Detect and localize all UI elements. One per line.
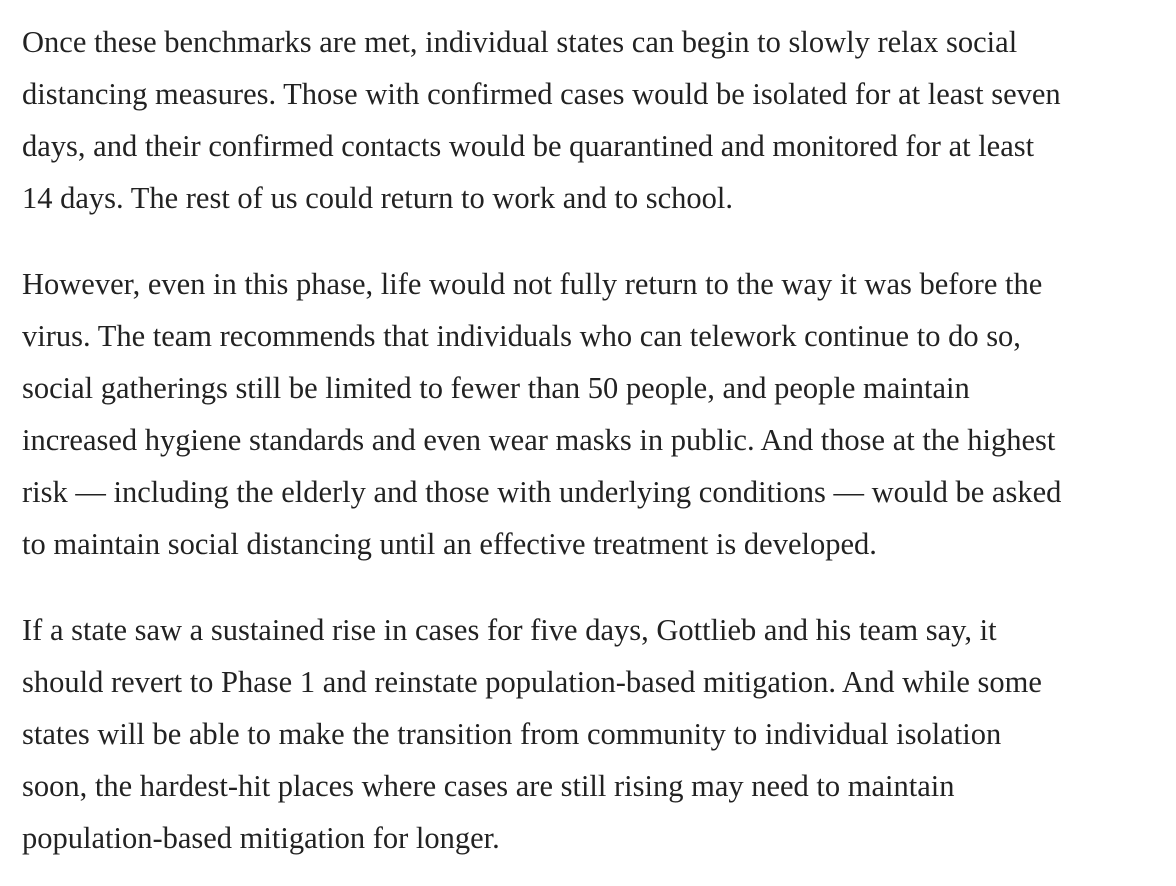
paragraph-line: virus. The team recommends that individuals who can telework continue to do so, bbox=[22, 319, 1021, 353]
paragraph-line: distancing measures. Those with confirmed cases would be isolated for at least seven bbox=[22, 77, 1061, 111]
paragraph-line: 14 days. The rest of us could return to work and to school. bbox=[22, 181, 733, 215]
paragraph-line: should revert to Phase 1 and reinstate population-based mitigation. And while some bbox=[22, 665, 1042, 699]
paragraph-line: If a state saw a sustained rise in cases for five days, Gottlieb and his team say, it bbox=[22, 613, 997, 647]
paragraph-line: population-based mitigation for longer. bbox=[22, 821, 500, 855]
paragraph-line: to maintain social distancing until an effective treatment is developed. bbox=[22, 527, 877, 561]
paragraph-line: soon, the hardest-hit places where cases are still rising may need to maintain bbox=[22, 769, 955, 803]
paragraph-line: However, even in this phase, life would not fully return to the way it was before the bbox=[22, 267, 1043, 301]
paragraph-3 bbox=[22, 604, 1156, 864]
paragraph-line: states will be able to make the transition from community to individual isolation bbox=[22, 717, 1002, 751]
paragraph-line: social gatherings still be limited to fewer than 50 people, and people maintain bbox=[22, 371, 970, 405]
paragraph-1 bbox=[22, 16, 1156, 224]
paragraph-line: increased hygiene standards and even wear masks in public. And those at the highest bbox=[22, 423, 1056, 457]
paragraph-line: risk — including the elderly and those with underlying conditions — would be asked bbox=[22, 475, 1062, 509]
paragraph-line: days, and their confirmed contacts would be quarantined and monitored for at least bbox=[22, 129, 1035, 163]
paragraph-line: Once these benchmarks are met, individual states can begin to slowly relax social bbox=[22, 25, 1018, 59]
paragraph-2 bbox=[22, 258, 1156, 570]
